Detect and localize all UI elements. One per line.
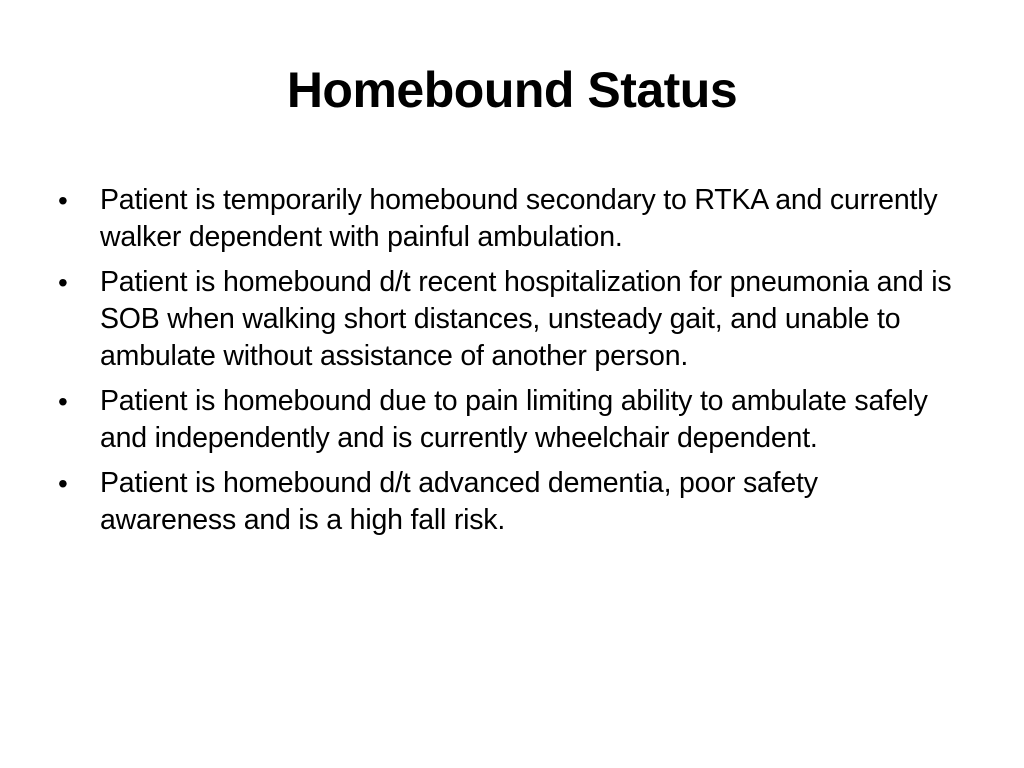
bullet-item xyxy=(58,264,958,375)
bullet-text: Patient is temporarily homebound secondary to RTKA and currently walker dependent with painful ambulation. xyxy=(100,184,938,253)
bullet-item xyxy=(58,465,958,539)
slide-title: Homebound Status xyxy=(286,62,738,118)
bullet-dot-icon: • xyxy=(58,468,68,499)
bullet-dot-icon: • xyxy=(58,185,68,216)
bullet-text: Patient is homebound due to pain limiting ability to ambulate safely and independently and is currently wheelchair dependent. xyxy=(100,385,928,454)
bullet-item xyxy=(58,383,958,457)
bullet-dot-icon: • xyxy=(58,267,68,298)
bullet-item xyxy=(58,182,958,256)
bullet-list xyxy=(58,182,958,547)
bullet-text: Patient is homebound d/t recent hospitalization for pneumonia and is SOB when walking short distances, unsteady gait, and unable to ambulate without assistance of another person. xyxy=(100,266,952,372)
bullet-dot-icon: • xyxy=(58,386,68,417)
bullet-text: Patient is homebound d/t advanced dementia, poor safety awareness and is a high fall risk. xyxy=(100,467,818,536)
